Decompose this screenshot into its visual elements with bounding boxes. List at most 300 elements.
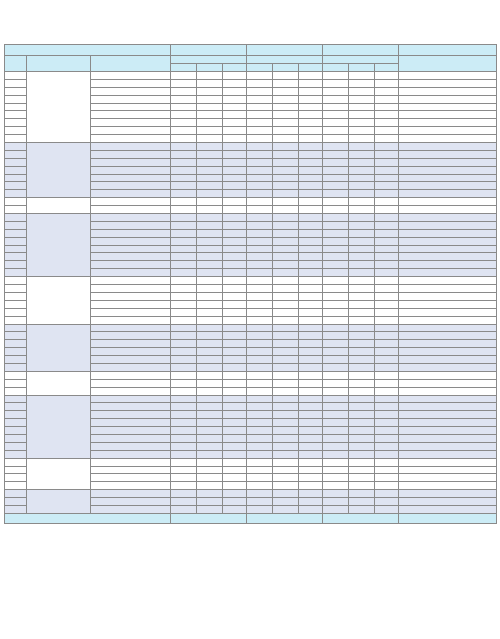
cell-physics-plan [299,387,323,395]
cell-physics-group [247,87,273,95]
cell-history-group [171,482,197,490]
cell-physics-code [273,379,299,387]
cell-fee [399,450,497,458]
cell-fee [399,72,497,80]
cell-history-code [197,237,223,245]
cell-art-group [323,348,349,356]
cell-art-code [349,490,375,498]
cell-physics-plan [299,229,323,237]
cell-art-code [349,214,375,222]
cell-art-plan [375,505,399,513]
cell-art-code [349,285,375,293]
cell-art-plan [375,245,399,253]
cell-physics-code [273,127,299,135]
cell-physics-plan [299,119,323,127]
cell-art-code [349,363,375,371]
cell-history-group [171,103,197,111]
cell-fee [399,434,497,442]
cell-physics-code [273,245,299,253]
cell-history-plan [223,237,247,245]
cell-physics-code [273,419,299,427]
cell-seq [5,190,27,198]
cell-major [91,387,171,395]
header-college [27,56,91,72]
cell-fee [399,395,497,403]
cell-fee [399,158,497,166]
cell-fee [399,198,497,206]
cell-fee [399,466,497,474]
cell-art-code [349,442,375,450]
table-row [5,324,497,332]
cell-art-group [323,379,349,387]
cell-physics-plan [299,498,323,506]
cell-art-code [349,316,375,324]
cell-art-group [323,135,349,143]
cell-history-plan [223,143,247,151]
cell-history-group [171,498,197,506]
cell-art-group [323,174,349,182]
cell-fee [399,206,497,214]
cell-history-group [171,261,197,269]
cell-history-plan [223,403,247,411]
cell-history-plan [223,79,247,87]
cell-art-group [323,411,349,419]
cell-art-code [349,206,375,214]
cell-fee [399,363,497,371]
cell-fee [399,332,497,340]
cell-history-plan [223,150,247,158]
cell-art-code [349,427,375,435]
cell-fee [399,300,497,308]
cell-physics-code [273,285,299,293]
cell-major [91,363,171,371]
cell-history-plan [223,158,247,166]
cell-seq [5,356,27,364]
cell-art-group [323,182,349,190]
cell-art-code [349,371,375,379]
cell-major [91,174,171,182]
cell-physics-code [273,111,299,119]
cell-physics-group [247,127,273,135]
admission-batch [171,45,247,56]
cell-fee [399,79,497,87]
info-row [5,45,497,56]
cell-fee [399,190,497,198]
cell-major [91,119,171,127]
cell-history-code [197,206,223,214]
cell-seq [5,198,27,206]
cell-major [91,466,171,474]
cell-history-plan [223,379,247,387]
cell-major [91,206,171,214]
cell-physics-plan [299,434,323,442]
total-history [171,513,247,523]
cell-physics-group [247,434,273,442]
cell-history-plan [223,119,247,127]
cell-history-plan [223,474,247,482]
cell-art-plan [375,316,399,324]
cell-seq [5,143,27,151]
cell-fee [399,403,497,411]
cell-physics-code [273,308,299,316]
cell-fee [399,427,497,435]
cell-physics-group [247,135,273,143]
cell-fee [399,103,497,111]
cell-major [91,348,171,356]
cell-seq [5,237,27,245]
cell-art-plan [375,348,399,356]
college-name [27,395,91,458]
table-row [5,371,497,379]
cell-physics-code [273,198,299,206]
cell-art-plan [375,340,399,348]
cell-art-code [349,174,375,182]
cell-seq [5,292,27,300]
cell-physics-plan [299,237,323,245]
cell-history-group [171,166,197,174]
cell-history-plan [223,490,247,498]
cell-history-code [197,245,223,253]
cell-physics-plan [299,143,323,151]
cell-history-plan [223,221,247,229]
cell-seq [5,466,27,474]
cell-history-code [197,356,223,364]
cell-major [91,403,171,411]
cell-art-plan [375,166,399,174]
cell-fee [399,490,497,498]
table-row [5,395,497,403]
cell-art-code [349,458,375,466]
cell-physics-group [247,505,273,513]
cell-history-group [171,300,197,308]
cell-physics-plan [299,269,323,277]
cell-art-code [349,482,375,490]
cell-history-group [171,72,197,80]
cell-history-plan [223,285,247,293]
cell-history-code [197,348,223,356]
cell-physics-code [273,261,299,269]
cell-major [91,87,171,95]
cell-major [91,72,171,80]
cell-history-group [171,474,197,482]
cell-physics-code [273,363,299,371]
cell-history-group [171,237,197,245]
cell-art-code [349,95,375,103]
cell-history-code [197,198,223,206]
cell-art-plan [375,466,399,474]
cell-physics-group [247,261,273,269]
cell-physics-group [247,498,273,506]
cell-seq [5,111,27,119]
cell-history-code [197,490,223,498]
cell-major [91,158,171,166]
cell-history-code [197,143,223,151]
cell-history-plan [223,356,247,364]
cell-seq [5,166,27,174]
cell-seq [5,490,27,498]
cell-seq [5,174,27,182]
cell-major [91,300,171,308]
cell-physics-code [273,505,299,513]
cell-history-code [197,158,223,166]
cell-seq [5,419,27,427]
cell-art-plan [375,135,399,143]
cell-art-group [323,458,349,466]
cell-physics-group [247,269,273,277]
cell-physics-code [273,87,299,95]
cell-history-plan [223,505,247,513]
cell-art-plan [375,442,399,450]
cell-art-plan [375,229,399,237]
cell-art-group [323,285,349,293]
cell-history-group [171,214,197,222]
cell-physics-group [247,450,273,458]
cell-seq [5,158,27,166]
cell-history-plan [223,466,247,474]
cell-history-group [171,340,197,348]
cell-physics-code [273,387,299,395]
cell-art-plan [375,198,399,206]
cell-fee [399,371,497,379]
cell-seq [5,387,27,395]
cell-art-code [349,395,375,403]
cell-physics-code [273,482,299,490]
cell-art-code [349,356,375,364]
cell-art-code [349,127,375,135]
cell-major [91,308,171,316]
cell-major [91,474,171,482]
cell-major [91,79,171,87]
cell-history-code [197,261,223,269]
cell-art-plan [375,253,399,261]
cell-art-code [349,474,375,482]
cell-history-plan [223,261,247,269]
cell-art-plan [375,403,399,411]
cell-history-group [171,277,197,285]
cell-history-plan [223,253,247,261]
cell-art-plan [375,190,399,198]
cell-art-plan [375,277,399,285]
cell-physics-plan [299,340,323,348]
cell-history-plan [223,348,247,356]
table-row [5,458,497,466]
cell-art-group [323,300,349,308]
cell-physics-plan [299,79,323,87]
cell-history-plan [223,127,247,135]
table-row [5,277,497,285]
cell-art-group [323,505,349,513]
table-row [5,490,497,498]
cell-art-plan [375,474,399,482]
cell-physics-code [273,72,299,80]
cell-history-plan [223,308,247,316]
cell-seq [5,324,27,332]
cell-art-group [323,403,349,411]
cell-history-code [197,119,223,127]
cell-physics-plan [299,127,323,135]
cell-art-code [349,221,375,229]
cell-art-group [323,119,349,127]
cell-art-plan [375,434,399,442]
cell-seq [5,458,27,466]
cell-art-code [349,158,375,166]
cell-history-plan [223,363,247,371]
cell-fee [399,174,497,182]
cell-art-plan [375,214,399,222]
cell-physics-plan [299,261,323,269]
college-name [27,490,91,514]
cell-fee [399,182,497,190]
cell-physics-code [273,411,299,419]
cell-history-group [171,285,197,293]
cell-physics-code [273,135,299,143]
cell-history-plan [223,277,247,285]
cell-major [91,356,171,364]
cell-physics-plan [299,214,323,222]
header-major-code [197,64,223,72]
cell-physics-code [273,292,299,300]
cell-history-plan [223,229,247,237]
cell-physics-group [247,95,273,103]
cell-art-plan [375,450,399,458]
cell-fee [399,277,497,285]
cell-art-group [323,95,349,103]
cell-fee [399,269,497,277]
cell-history-plan [223,332,247,340]
cell-fee [399,340,497,348]
cell-physics-plan [299,316,323,324]
cell-history-plan [223,174,247,182]
cell-physics-code [273,143,299,151]
cell-art-code [349,340,375,348]
cell-history-group [171,206,197,214]
cell-fee [399,442,497,450]
cell-art-group [323,434,349,442]
total-art [323,513,399,523]
cell-art-plan [375,127,399,135]
college-name [27,324,91,371]
cell-art-plan [375,143,399,151]
cell-physics-code [273,300,299,308]
cell-history-group [171,395,197,403]
cell-seq [5,79,27,87]
cell-art-plan [375,261,399,269]
cell-history-code [197,277,223,285]
cell-history-plan [223,135,247,143]
cell-art-code [349,119,375,127]
cell-physics-code [273,458,299,466]
cell-major [91,340,171,348]
cell-physics-plan [299,490,323,498]
table-row [5,143,497,151]
cell-major [91,442,171,450]
cell-history-code [197,434,223,442]
cell-major [91,427,171,435]
cell-fee [399,221,497,229]
cell-fee [399,379,497,387]
college-name [27,143,91,198]
cell-physics-code [273,214,299,222]
cell-physics-group [247,395,273,403]
cell-physics-plan [299,285,323,293]
cell-history-code [197,411,223,419]
cell-art-code [349,79,375,87]
cell-fee [399,261,497,269]
cell-history-code [197,450,223,458]
cell-history-group [171,135,197,143]
cell-history-group [171,221,197,229]
cell-art-code [349,103,375,111]
cell-art-group [323,72,349,80]
cell-physics-plan [299,403,323,411]
cell-history-group [171,442,197,450]
cell-history-code [197,466,223,474]
cell-history-group [171,411,197,419]
cell-major [91,324,171,332]
cell-art-code [349,245,375,253]
cell-art-code [349,135,375,143]
cell-art-code [349,292,375,300]
cell-art-code [349,332,375,340]
cell-art-code [349,379,375,387]
cell-physics-plan [299,253,323,261]
cell-history-group [171,387,197,395]
total-fee [399,513,497,523]
cell-art-plan [375,371,399,379]
cell-physics-group [247,166,273,174]
cell-art-group [323,190,349,198]
enrollment-table [4,44,497,524]
cell-major [91,490,171,498]
cell-history-group [171,190,197,198]
cell-art-code [349,182,375,190]
cell-major [91,285,171,293]
cell-history-group [171,308,197,316]
college-name [27,371,91,395]
cell-art-group [323,158,349,166]
cell-fee [399,245,497,253]
cell-physics-plan [299,450,323,458]
cell-art-plan [375,237,399,245]
cell-art-plan [375,285,399,293]
cell-physics-code [273,269,299,277]
cell-physics-group [247,442,273,450]
header-major-code [273,64,299,72]
cell-seq [5,119,27,127]
cell-art-group [323,466,349,474]
cell-art-code [349,253,375,261]
cell-history-code [197,505,223,513]
cell-fee [399,143,497,151]
cell-seq [5,150,27,158]
cell-art-plan [375,119,399,127]
cell-art-plan [375,174,399,182]
cell-art-plan [375,332,399,340]
college-name [27,458,91,490]
cell-history-plan [223,434,247,442]
cell-history-code [197,135,223,143]
cell-art-plan [375,411,399,419]
cell-physics-code [273,340,299,348]
cell-art-code [349,387,375,395]
table-row [5,214,497,222]
cell-art-group [323,490,349,498]
cell-major [91,95,171,103]
cell-major [91,143,171,151]
cell-major [91,111,171,119]
cell-art-plan [375,490,399,498]
cell-seq [5,442,27,450]
